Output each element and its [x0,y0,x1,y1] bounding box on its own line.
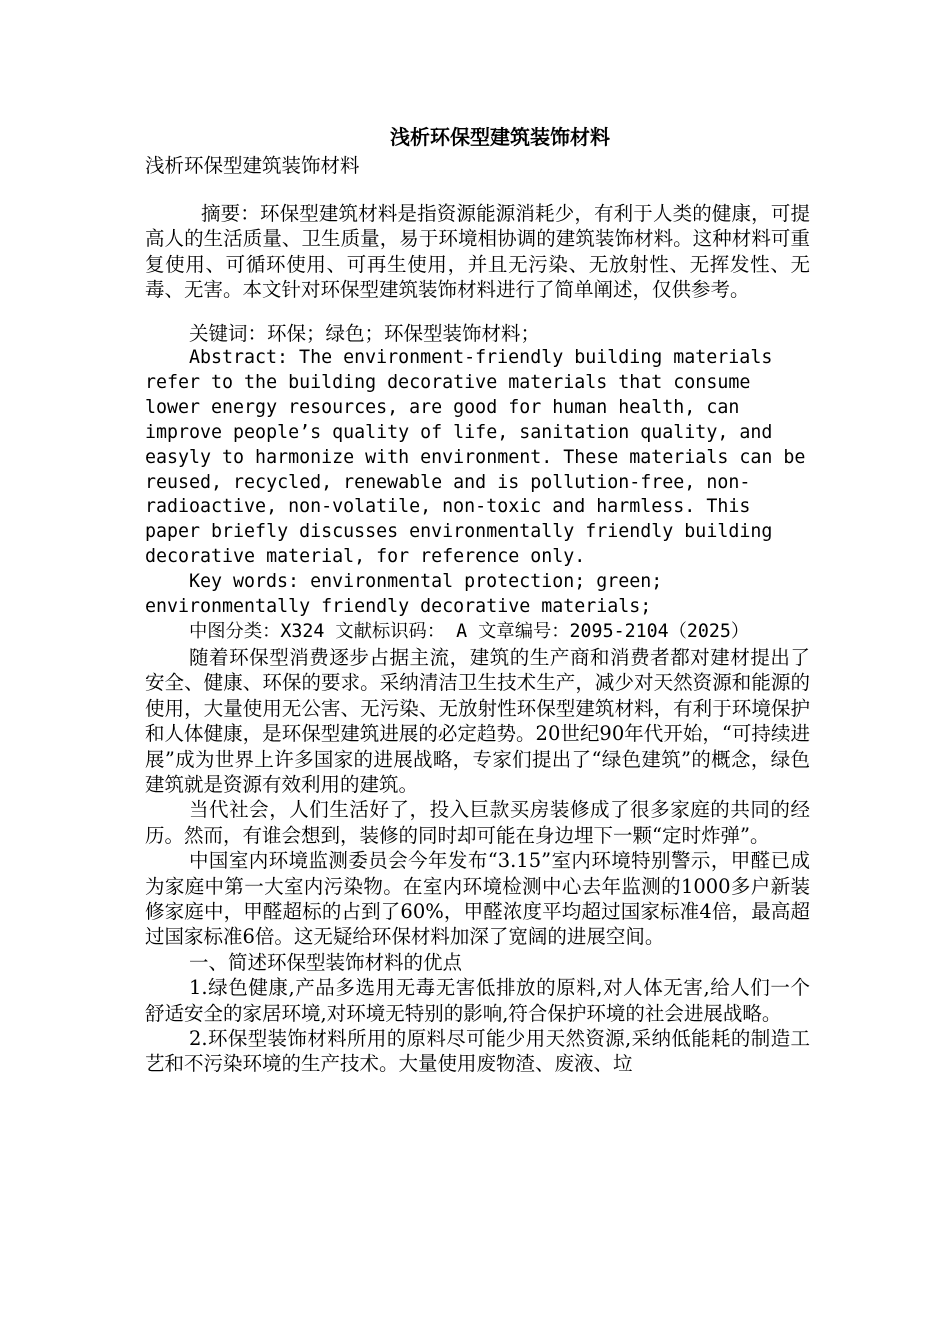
document-title: 浅析环保型建筑装饰材料 [390,125,610,149]
body-paragraph: 中国室内环境监测委员会今年发布“3.15”室内环境特别警示，甲醛已成为家庭中第一大室内污染物。在室内环境检测中心去年监测的1000多户新装修家庭中，甲醛超标的占到了60%，甲醛浓度平均超过国家标准4倍，最高超过国家标准6倍。这无疑给环保材料加深了宽阔的进展空间。 [145,849,810,949]
body-paragraph: 2.环保型装饰材料所用的原料尽可能少用天然资源,采纳低能耗的制造工艺和不污染环境的生产技术。大量使用废物渣、废液、垃 [145,1027,810,1076]
keywords-chinese: 关键词：环保；绿色；环保型装饰材料； [189,321,541,345]
classification-line: 中图分类：X324 文献标识码： A 文章编号：2095-2104（2025） [189,621,750,642]
body-paragraph: 1.绿色健康,产品多选用无毒无害低排放的原料,对人体无害,给人们一个舒适安全的家居环境,对环境无特别的影响,符合保护环境的社会进展战略。 [145,976,810,1025]
abstract-chinese: 摘要：环保型建筑材料是指资源能源消耗少，有利于人类的健康，可提高人的生活质量、卫生质量，易于环境相协调的建筑装饰材料。这种材料可重复使用、可循环使用、可再生使用，并且无污染、无放射性、无挥发性、无毒、无害。本文针对环保型建筑装饰材料进行了简单阐述，仅供参考。 [145,202,810,302]
document-page [145,122,810,1077]
section-heading: 一、简述环保型装饰材料的优点 [189,950,463,974]
paragraph-gap [145,303,810,321]
body-paragraph: 随着环保型消费逐步占据主流，建筑的生产商和消费者都对建材提出了安全、健康、环保的要求。采纳清洁卫生技术生产，减少对天然资源和能源的使用，大量使用无公害、无污染、无放射性环保型建筑材料，有利于环境保护和人体健康，是环保型建筑进展的必定趋势。20世纪90年代开始，“可持续进展”成为世界上许多国家的进展战略，专家们提出了“绿色建筑”的概念，绿色建筑就是资源有效利用的建筑。 [145,645,810,796]
keywords-english: Key words: environmental protection; green; environmentally friendly decorative materials; [145,571,663,618]
body-paragraph: 当代社会，人们生活好了，投入巨款买房装修成了很多家庭的共同的经历。然而，有谁会想到，装修的同时却可能在身边埋下一颗“定时炸弹”。 [145,798,810,847]
document-subtitle: 浅析环保型建筑装饰材料 [145,154,360,177]
abstract-english: Abstract: The environment-friendly building materials refer to the building decorative materials that consume lower energy resources, are good for human health, can improve people’s quality of life, sanitation quality, and easyly to harmonize with environment. These materials can be reused, recycled, renewable and is pollution-free, non-radioactive, non-volatile, non-toxic and harmless. This paper briefly discusses environmentally friendly building decorative material, for reference only. [145,347,806,568]
